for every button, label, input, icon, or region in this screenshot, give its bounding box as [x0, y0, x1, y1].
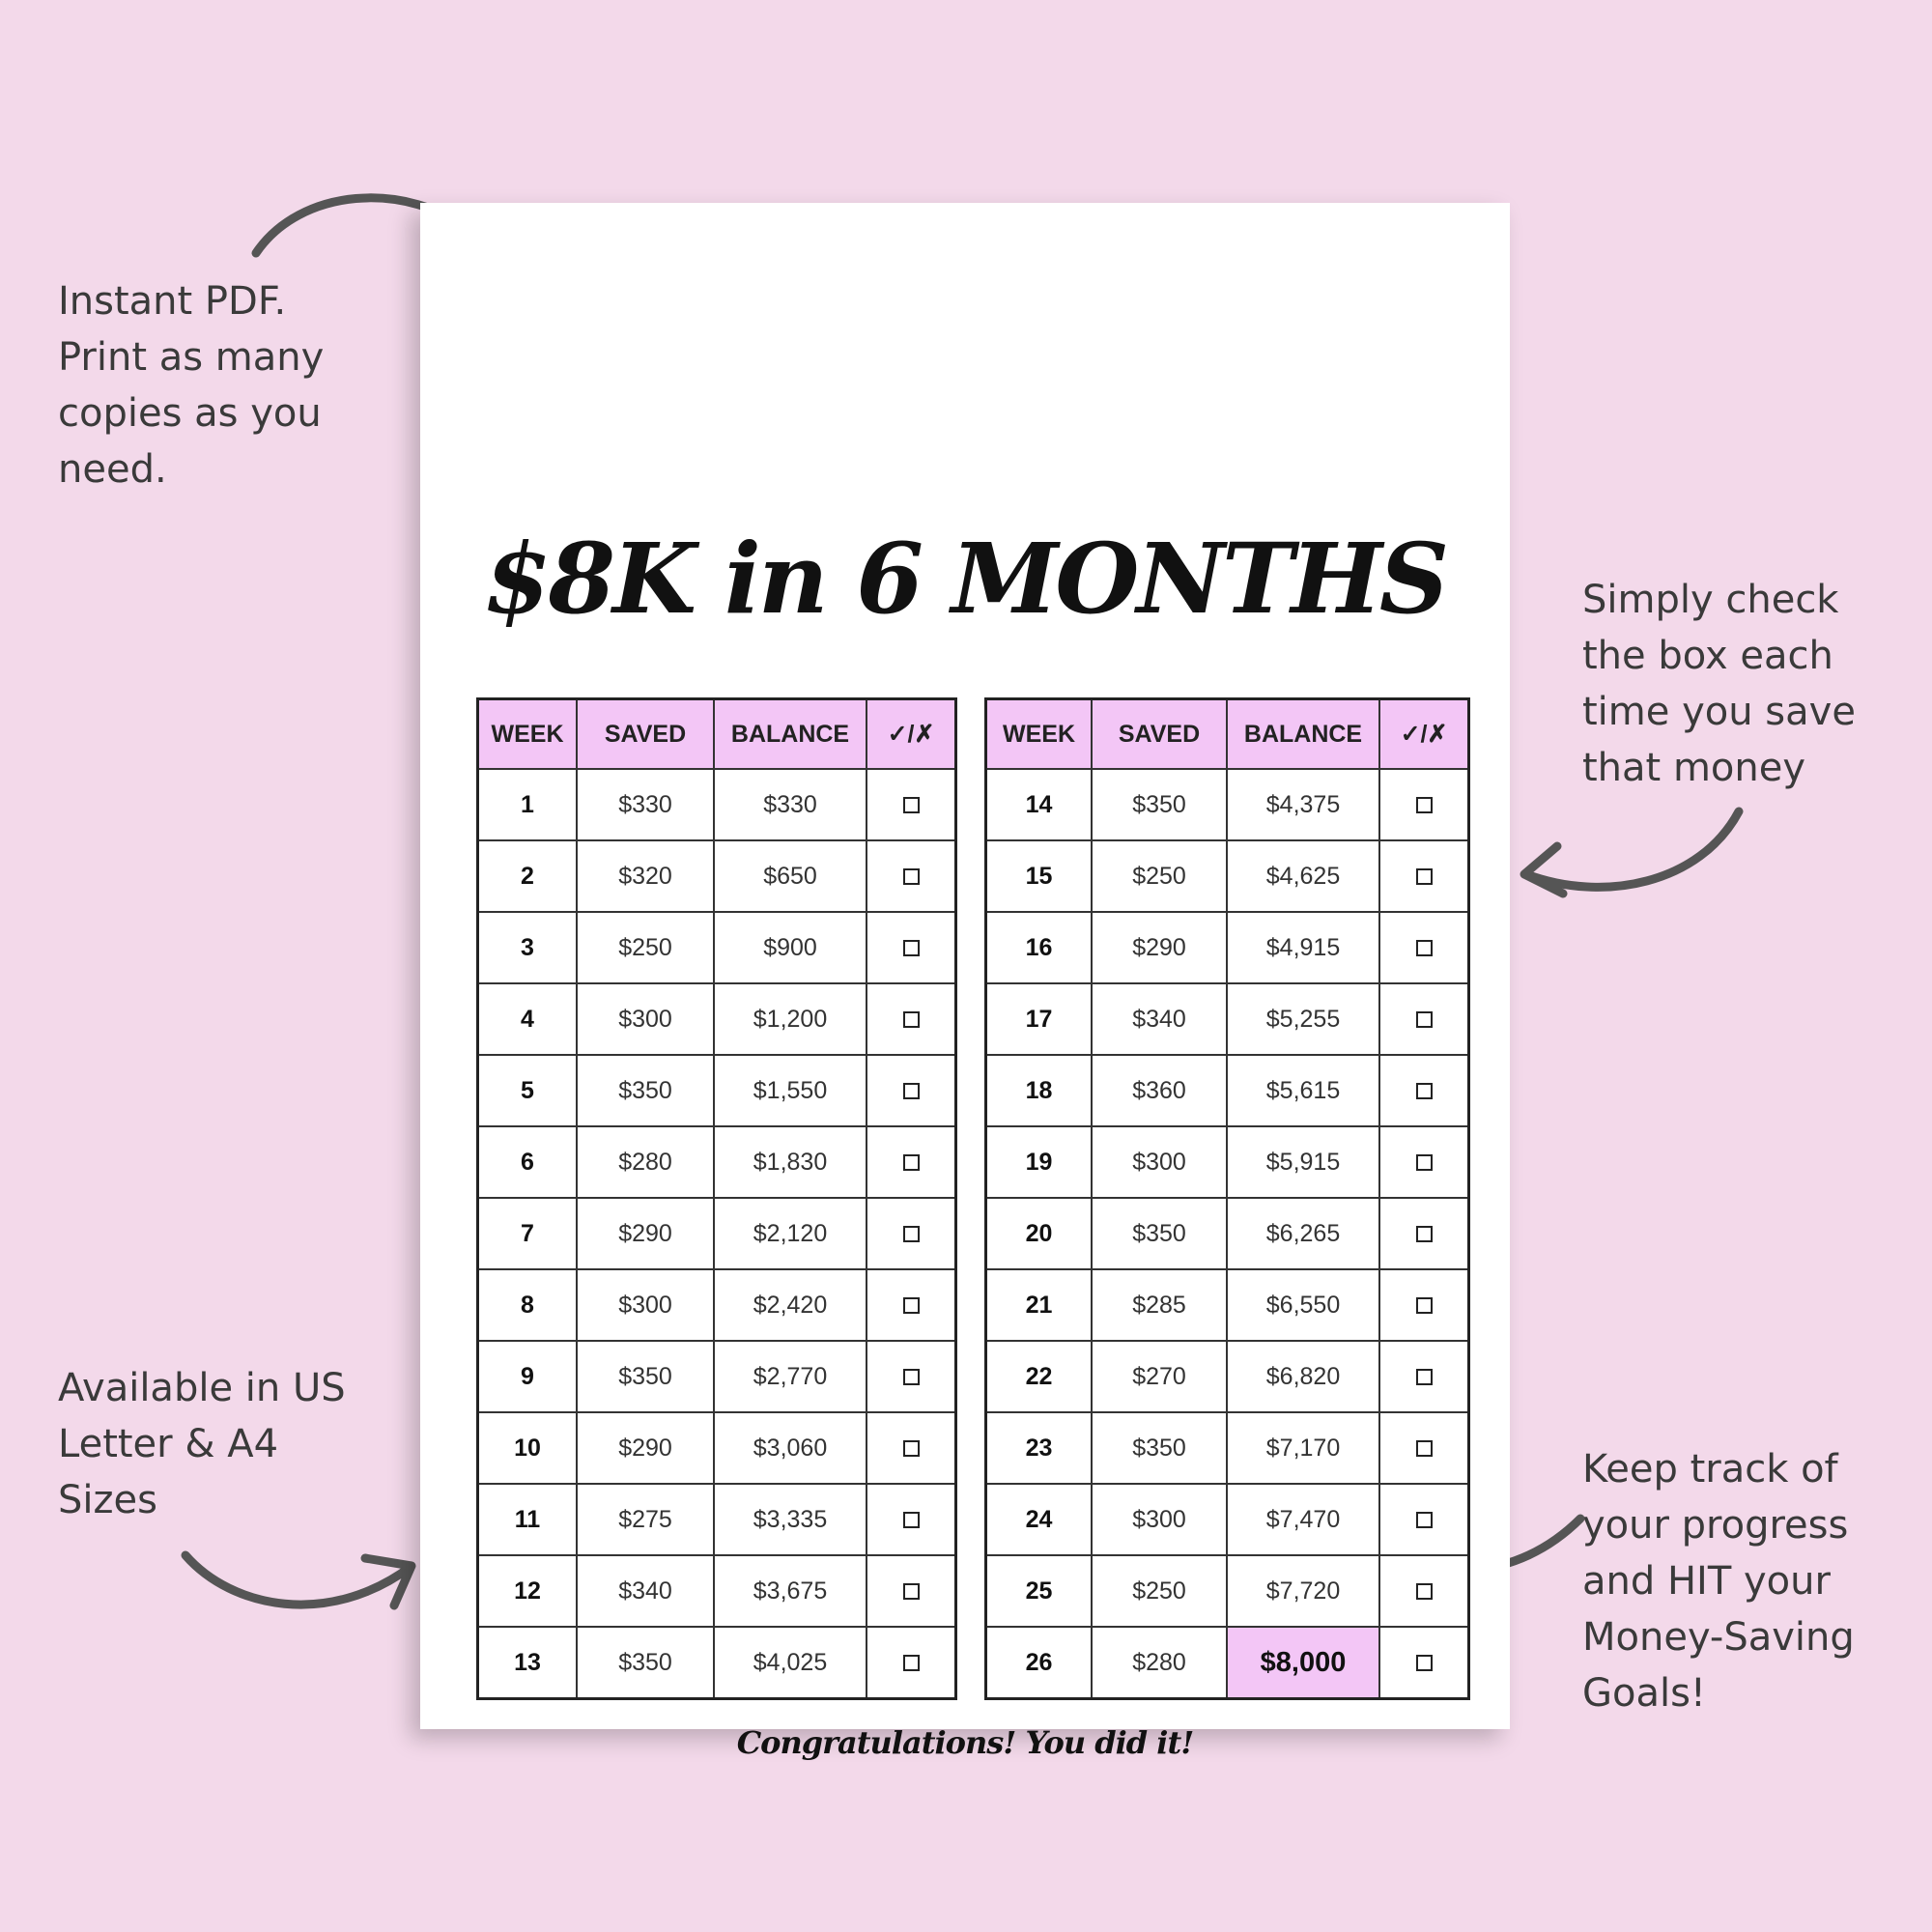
table-header-row [478, 699, 956, 770]
checkbox-icon[interactable] [903, 1440, 920, 1457]
week-cell: 8 [478, 1269, 578, 1341]
table-weeks-14-26 [984, 697, 1470, 1700]
balance-cell: $8,000 [1227, 1627, 1379, 1699]
balance-cell: $7,720 [1227, 1555, 1379, 1627]
checkbox-icon[interactable] [1416, 940, 1433, 956]
balance-cell: $330 [714, 769, 867, 840]
table-row [478, 912, 956, 983]
balance-cell: $5,615 [1227, 1055, 1379, 1126]
table-weeks-1-13 [476, 697, 957, 1700]
checkbox-icon[interactable] [903, 1583, 920, 1600]
table-row [478, 1412, 956, 1484]
checkbox-icon[interactable] [1416, 1512, 1433, 1528]
table-row [986, 769, 1469, 840]
saved-cell: $280 [1092, 1627, 1227, 1699]
saved-cell: $300 [577, 1269, 714, 1341]
checkbox-icon[interactable] [903, 1083, 920, 1099]
saved-cell: $330 [577, 769, 714, 840]
balance-cell: $900 [714, 912, 867, 983]
balance-cell: $1,550 [714, 1055, 867, 1126]
balance-cell: $3,675 [714, 1555, 867, 1627]
check-cell [867, 912, 956, 983]
week-cell: 3 [478, 912, 578, 983]
saved-cell: $340 [1092, 983, 1227, 1055]
checkbox-icon[interactable] [1416, 1083, 1433, 1099]
check-cell [867, 1055, 956, 1126]
callout-track-progress: Keep track of your progress and HIT your Money-Saving Goals! [1582, 1447, 1855, 1716]
table-row [986, 1484, 1469, 1555]
checkbox-icon[interactable] [1416, 1154, 1433, 1171]
table-header-row [986, 699, 1469, 770]
week-cell: 21 [986, 1269, 1093, 1341]
saved-cell: $320 [577, 840, 714, 912]
table-row [986, 1126, 1469, 1198]
balance-cell: $2,770 [714, 1341, 867, 1412]
week-cell: 13 [478, 1627, 578, 1699]
col-saved: SAVED [1092, 699, 1227, 770]
week-cell: 10 [478, 1412, 578, 1484]
saved-cell: $340 [577, 1555, 714, 1627]
week-cell: 6 [478, 1126, 578, 1198]
table-row [986, 1412, 1469, 1484]
col-balance: BALANCE [714, 699, 867, 770]
table-row [478, 840, 956, 912]
check-cell [1379, 1627, 1469, 1699]
table-row [478, 1055, 956, 1126]
table-row [986, 912, 1469, 983]
table-row [986, 1627, 1469, 1699]
callout-instant-pdf: Instant PDF. Print as many copies as you need. [58, 279, 325, 492]
checkbox-icon[interactable] [1416, 1583, 1433, 1600]
saved-cell: $360 [1092, 1055, 1227, 1126]
checkbox-icon[interactable] [903, 868, 920, 885]
balance-cell: $3,335 [714, 1484, 867, 1555]
checkbox-icon[interactable] [903, 1655, 920, 1671]
check-cell [1379, 1341, 1469, 1412]
table-row [478, 1484, 956, 1555]
checkbox-icon[interactable] [1416, 1440, 1433, 1457]
checkbox-icon[interactable] [903, 1226, 920, 1242]
check-cell [867, 1198, 956, 1269]
col-saved: SAVED [577, 699, 714, 770]
saved-cell: $350 [1092, 1198, 1227, 1269]
week-cell: 9 [478, 1341, 578, 1412]
check-cell [867, 1269, 956, 1341]
balance-cell: $3,060 [714, 1412, 867, 1484]
check-cell [1379, 1555, 1469, 1627]
check-cell [1379, 769, 1469, 840]
saved-cell: $290 [577, 1412, 714, 1484]
week-cell: 23 [986, 1412, 1093, 1484]
check-cell [1379, 983, 1469, 1055]
check-cell [867, 1341, 956, 1412]
saved-cell: $275 [577, 1484, 714, 1555]
table-row [478, 1198, 956, 1269]
savings-tables [476, 697, 1470, 1700]
balance-cell: $650 [714, 840, 867, 912]
table-body [986, 769, 1469, 1699]
week-cell: 7 [478, 1198, 578, 1269]
checkbox-icon[interactable] [903, 1011, 920, 1028]
balance-cell: $6,820 [1227, 1341, 1379, 1412]
saved-cell: $300 [1092, 1484, 1227, 1555]
saved-cell: $250 [577, 912, 714, 983]
check-cell [867, 983, 956, 1055]
balance-cell: $1,830 [714, 1126, 867, 1198]
saved-cell: $350 [1092, 769, 1227, 840]
checkbox-icon[interactable] [903, 940, 920, 956]
check-cell [1379, 1198, 1469, 1269]
saved-cell: $290 [1092, 912, 1227, 983]
savings-sheet [420, 203, 1510, 1761]
week-cell: 18 [986, 1055, 1093, 1126]
checkbox-icon[interactable] [1416, 868, 1433, 885]
balance-cell: $6,550 [1227, 1269, 1379, 1341]
table-row [986, 1055, 1469, 1126]
balance-cell: $5,255 [1227, 983, 1379, 1055]
saved-cell: $350 [577, 1627, 714, 1699]
checkbox-icon[interactable] [1416, 1226, 1433, 1242]
balance-cell: $4,915 [1227, 912, 1379, 983]
week-cell: 19 [986, 1126, 1093, 1198]
week-cell: 25 [986, 1555, 1093, 1627]
table-row [986, 983, 1469, 1055]
saved-cell: $300 [577, 983, 714, 1055]
checkbox-icon[interactable] [903, 797, 920, 813]
table-row [478, 983, 956, 1055]
checkbox-icon[interactable] [1416, 1011, 1433, 1028]
table-row [478, 1627, 956, 1699]
checkbox-icon[interactable] [1416, 1655, 1433, 1671]
week-cell: 5 [478, 1055, 578, 1126]
table-row [986, 1555, 1469, 1627]
check-cell [867, 1126, 956, 1198]
check-cell [1379, 1269, 1469, 1341]
col-check: ✓/✗ [1379, 699, 1469, 770]
checkbox-icon[interactable] [903, 1297, 920, 1314]
week-cell: 2 [478, 840, 578, 912]
week-cell: 12 [478, 1555, 578, 1627]
check-cell [1379, 1484, 1469, 1555]
week-cell: 11 [478, 1484, 578, 1555]
week-cell: 4 [478, 983, 578, 1055]
week-cell: 24 [986, 1484, 1093, 1555]
saved-cell: $300 [1092, 1126, 1227, 1198]
table-row [478, 1341, 956, 1412]
week-cell: 17 [986, 983, 1093, 1055]
checkbox-icon[interactable] [903, 1154, 920, 1171]
table-row [986, 1269, 1469, 1341]
check-cell [1379, 912, 1469, 983]
check-cell [867, 769, 956, 840]
check-cell [867, 840, 956, 912]
check-cell [867, 1412, 956, 1484]
table-row [478, 1269, 956, 1341]
saved-cell: $350 [1092, 1412, 1227, 1484]
saved-cell: $290 [577, 1198, 714, 1269]
saved-cell: $250 [1092, 1555, 1227, 1627]
week-cell: 1 [478, 769, 578, 840]
checkbox-icon[interactable] [1416, 797, 1433, 813]
week-cell: 22 [986, 1341, 1093, 1412]
check-cell [1379, 1412, 1469, 1484]
balance-cell: $2,120 [714, 1198, 867, 1269]
saved-cell: $350 [577, 1341, 714, 1412]
checkbox-icon[interactable] [1416, 1297, 1433, 1314]
balance-cell: $6,265 [1227, 1198, 1379, 1269]
callout-sizes: Available in US Letter & A4 Sizes [58, 1366, 346, 1522]
check-cell [867, 1484, 956, 1555]
saved-cell: $285 [1092, 1269, 1227, 1341]
table-row [986, 1198, 1469, 1269]
balance-cell: $4,025 [714, 1627, 867, 1699]
saved-cell: $280 [577, 1126, 714, 1198]
week-cell: 20 [986, 1198, 1093, 1269]
balance-cell: $5,915 [1227, 1126, 1379, 1198]
balance-cell: $7,470 [1227, 1484, 1379, 1555]
table-body [478, 769, 956, 1699]
table-row [478, 769, 956, 840]
congratulations-note: Congratulations! You did it! [736, 1724, 1194, 1761]
col-balance: BALANCE [1227, 699, 1379, 770]
checkbox-icon[interactable] [903, 1512, 920, 1528]
week-cell: 26 [986, 1627, 1093, 1699]
saved-cell: $270 [1092, 1341, 1227, 1412]
col-week: WEEK [478, 699, 578, 770]
balance-cell: $4,625 [1227, 840, 1379, 912]
check-cell [867, 1555, 956, 1627]
col-week: WEEK [986, 699, 1093, 770]
table-row [478, 1555, 956, 1627]
check-cell [1379, 1055, 1469, 1126]
col-check: ✓/✗ [867, 699, 956, 770]
saved-cell: $350 [577, 1055, 714, 1126]
sheet-title: $8K in 6 MONTHS [483, 522, 1447, 636]
week-cell: 14 [986, 769, 1093, 840]
balance-cell: $7,170 [1227, 1412, 1379, 1484]
balance-cell: $2,420 [714, 1269, 867, 1341]
table-row [986, 1341, 1469, 1412]
table-row [986, 840, 1469, 912]
checkbox-icon[interactable] [1416, 1369, 1433, 1385]
checkbox-icon[interactable] [903, 1369, 920, 1385]
check-cell [1379, 1126, 1469, 1198]
saved-cell: $250 [1092, 840, 1227, 912]
balance-cell: $4,375 [1227, 769, 1379, 840]
check-cell [1379, 840, 1469, 912]
callout-check-box: Simply check the box each time you save that money [1582, 578, 1856, 790]
table-row [478, 1126, 956, 1198]
week-cell: 16 [986, 912, 1093, 983]
check-cell [867, 1627, 956, 1699]
week-cell: 15 [986, 840, 1093, 912]
balance-cell: $1,200 [714, 983, 867, 1055]
